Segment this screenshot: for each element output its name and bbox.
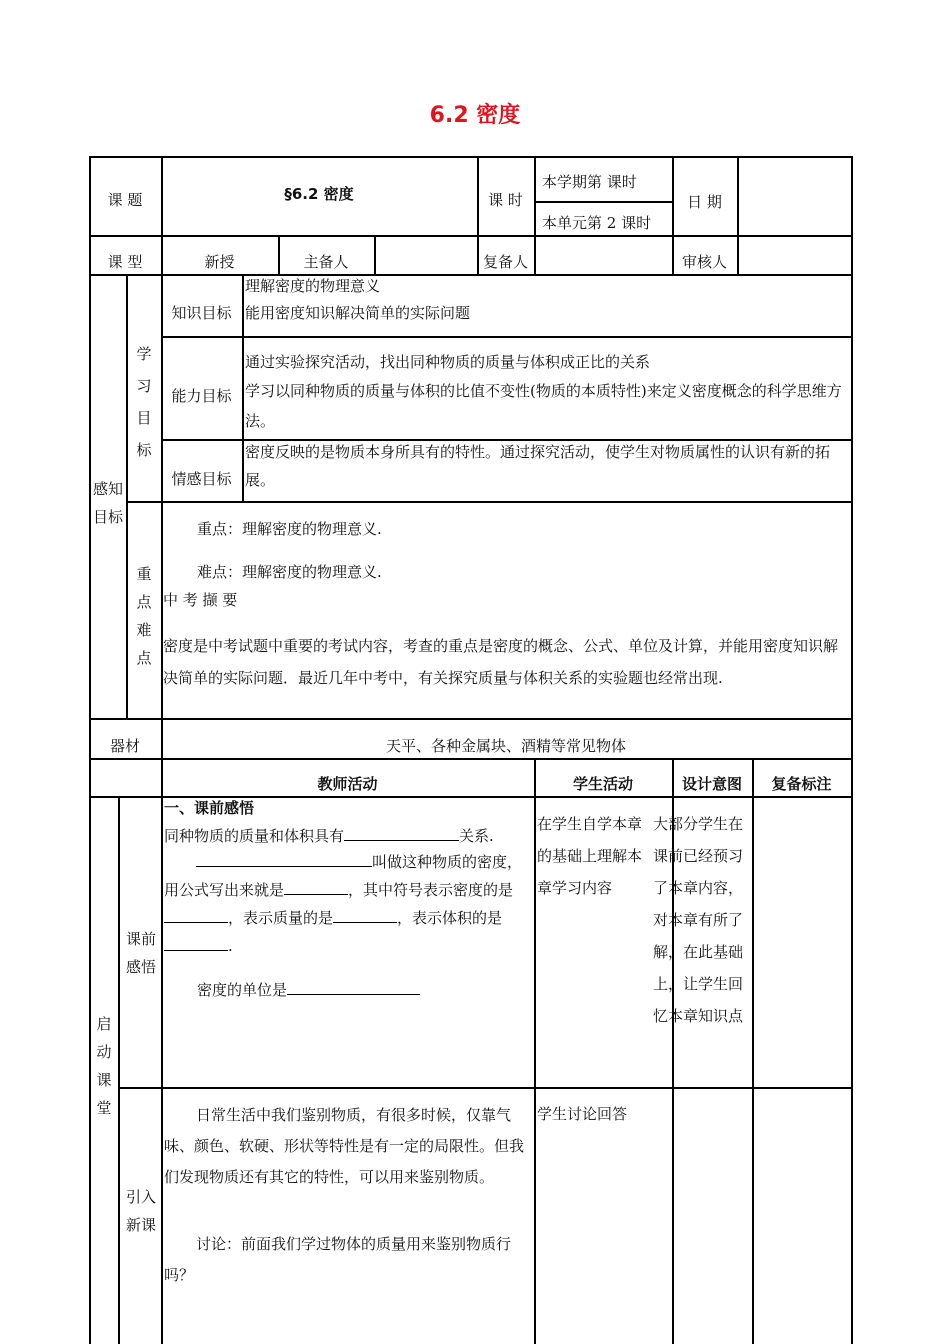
- knowledge-line-2: 能用密度知识解决简单的实际问题: [245, 304, 471, 322]
- hours-term: 本学期第 课时: [542, 173, 637, 191]
- emotion-goal-label: 情感目标: [171, 470, 232, 488]
- design-intent-header: 设计意图: [681, 775, 742, 793]
- type-value: 新授: [204, 253, 235, 271]
- exam-heading: 中 考 撷 要: [163, 591, 238, 609]
- knowledge-goal-label: 知识目标: [171, 304, 232, 322]
- difficult-point: 难点：理解密度的物理意义.: [197, 563, 382, 581]
- student-activity-header: 学生活动: [572, 775, 633, 793]
- pre-class-paragraph: 叫做这种物质的密度，用公式写出来就是 ，其中符号表示密度的是，表示质量的是 ，表示体积的是.: [164, 853, 523, 955]
- pre-class-label: 课前感悟: [125, 930, 156, 976]
- exam-text: 密度是中考试题中重要的考试内容，考查的重点是密度的概念、公式、单位及计算，并能用密度知识解决简单的实际问题．最近几年中考中，有关探究质量与体积关系的实验题也经常出现.: [163, 637, 839, 687]
- subject-value: §6.2 密度: [284, 185, 354, 203]
- equipment-value: 天平、各种金属块、酒精等常见物体: [385, 737, 626, 755]
- emotion-text: 密度反映的是物质本身所具有的特性。通过探究活动，使学生对物质属性的认识有新的拓展。: [245, 443, 831, 489]
- hours-unit: 本单元第 2 课时: [542, 214, 652, 232]
- document-title: 6.2 密度: [429, 103, 521, 128]
- date-label: 日 期: [687, 193, 722, 211]
- learning-goals-label: 学习目标: [136, 345, 152, 459]
- type-label: 课 型: [107, 253, 143, 271]
- equipment-label: 器材: [109, 737, 140, 755]
- pre-class-student-activity: 在学生自学本章的基础上理解本章学习内容: [537, 815, 643, 897]
- start-class-label: 启动课堂: [96, 1015, 112, 1117]
- notes-header: 复备标注: [771, 775, 832, 793]
- subject-label: 课 题: [107, 191, 143, 209]
- ability-text-1: 通过实验探究活动，找出同种物质的质量与体积成正比的关系: [245, 353, 651, 371]
- auditor-label: 审核人: [681, 253, 727, 271]
- pre-class-design-intent: 大部分学生在课前已经预习了本章内容，对本章有所了解，在此基础上，让学生回忆本章知识点: [653, 815, 744, 1025]
- knowledge-line-1: 理解密度的物理意义: [245, 277, 381, 295]
- intro-discussion: 讨论：前面我们学过物体的质量用来鉴别物质行吗？: [164, 1235, 512, 1284]
- pre-class-line-1: 同种物质的质量和体积具有 关系.: [164, 827, 494, 845]
- ability-text-2: 学习以同种物质的质量与体积的比值不变性(物质的本质特性)来定义密度概念的科学思维方法。: [245, 382, 842, 430]
- intro-student-activity: 学生讨论回答: [537, 1105, 628, 1123]
- intro-text: 日常生活中我们鉴别物质，有很多时候，仅靠气味、颜色、软硬、形状等特性是有一定的局限性。但我们发现物质还有其它的特性，可以用来鉴别物质。: [164, 1106, 525, 1186]
- hours-label: 课 时: [488, 191, 523, 209]
- intro-label: 引入新课: [125, 1188, 156, 1234]
- preparer-label: 主备人: [303, 253, 349, 271]
- goals-group-label: 感知目标: [92, 480, 123, 526]
- ability-goal-label: 能力目标: [171, 387, 232, 405]
- teacher-activity-header: 教师活动: [317, 775, 378, 793]
- key-point: 重点：理解密度的物理意义.: [197, 520, 382, 538]
- pre-class-heading: 一、课前感悟: [164, 799, 255, 817]
- keypoint-label: 重点难点: [136, 565, 152, 667]
- density-unit-line: 密度的单位是: [197, 980, 420, 1000]
- reviewer-label: 复备人: [482, 253, 528, 271]
